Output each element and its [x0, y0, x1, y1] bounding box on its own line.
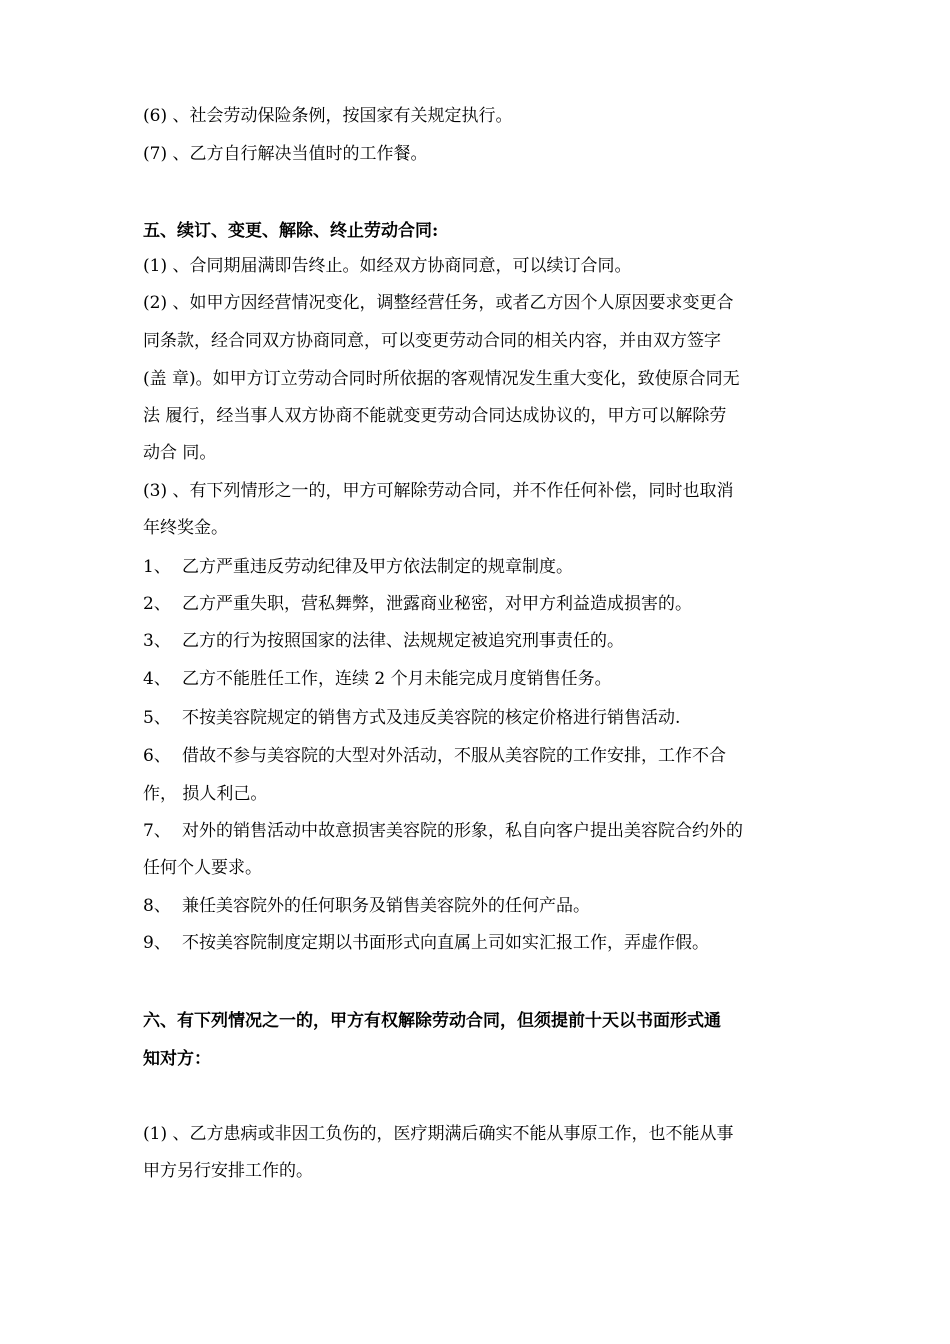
section-5-item-2-line: 法 履行，经当事人双方协商不能就变更劳动合同达成协议的，甲方可以解除劳 [143, 406, 727, 426]
sub-item [143, 896, 590, 916]
sub-item-text: 任何个人要求。 [143, 858, 262, 878]
section-5-item-3-line: (3) 、有下列情形之一的，甲方可解除劳动合同，并不作任何补偿，同时也取消 [143, 481, 734, 501]
section-5-item-1: (1) 、合同期届满即告终止。如经双方协商同意，可以续订合同。 [143, 256, 632, 276]
section-5-item-2-line: 动合 同。 [143, 443, 217, 463]
clause-7-meals: (7) 、乙方自行解决当值时的工作餐。 [143, 144, 428, 164]
sub-item-text: 借故不参与美容院的大型对外活动，不服从美容院的工作安排，工作不合 [182, 746, 726, 766]
sub-item-text: 不按美容院规定的销售方式及违反美容院的核定价格进行销售活动. [182, 708, 681, 728]
sub-item-continuation [143, 784, 267, 804]
sub-item-number: 4、 [143, 669, 171, 689]
sub-item [143, 708, 680, 728]
sub-item-number: 3、 [143, 631, 171, 651]
sub-item-number: 8、 [143, 896, 171, 916]
section-5-item-2-line: (2) 、如甲方因经营情况变化，调整经营任务，或者乙方因个人原因要求变更合 [143, 293, 734, 313]
sub-item [143, 669, 612, 689]
sub-item-number: 5、 [143, 708, 171, 728]
clause-6-social-insurance: (6) 、社会劳动保险条例，按国家有关规定执行。 [143, 106, 513, 126]
sub-item-continuation [143, 858, 262, 878]
sub-item-text: 作， 损人利己。 [143, 784, 268, 804]
sub-item-text: 乙方严重失职，营私舞弊，泄露商业秘密，对甲方利益造成损害的。 [182, 594, 692, 614]
sub-item [143, 631, 624, 651]
section-5-item-2-line: 同条款，经合同双方协商同意，可以变更劳动合同的相关内容，并由双方签字 [143, 331, 721, 351]
section-6-item-1-line: (1) 、乙方患病或非因工负伤的，医疗期满后确实不能从事原工作，也不能从事 [143, 1124, 734, 1144]
section-5-item-3-line: 年终奖金。 [143, 518, 228, 538]
section-6-item-1-line: 甲方另行安排工作的。 [143, 1161, 313, 1181]
sub-item [143, 746, 726, 766]
sub-item-text: 兼任美容院外的任何职务及销售美容院外的任何产品。 [182, 896, 590, 916]
sub-item-text: 乙方的行为按照国家的法律、法规规定被追究刑事责任的。 [182, 631, 624, 651]
sub-item-text: 不按美容院制度定期以书面形式向直属上司如实汇报工作，弄虚作假。 [182, 933, 709, 953]
sub-item [143, 557, 573, 577]
section-5-heading: 五、续订、变更、解除、终止劳动合同: [143, 221, 439, 241]
sub-item [143, 933, 709, 953]
section-5-item-2-line: (盖 章)。如甲方订立劳动合同时所依据的客观情况发生重大变化，致使原合同无 [143, 369, 740, 389]
section-6-heading-line: 知对方： [143, 1049, 211, 1069]
sub-item [143, 594, 692, 614]
sub-item-number: 7、 [143, 821, 171, 841]
sub-item-text: 乙方不能胜任工作，连续 2 个月未能完成月度销售任务。 [182, 669, 612, 689]
sub-item-text: 对外的销售活动中故意损害美容院的形象，私自向客户提出美容院合约外的 [182, 821, 743, 841]
sub-item [143, 821, 743, 841]
sub-item-number: 6、 [143, 746, 171, 766]
sub-item-number: 2、 [143, 594, 171, 614]
section-6-heading-line: 六、有下列情况之一的，甲方有权解除劳动合同，但须提前十天以书面形式通 [143, 1011, 721, 1031]
sub-item-number: 9、 [143, 933, 171, 953]
sub-item-text: 乙方严重违反劳动纪律及甲方依法制定的规章制度。 [182, 557, 573, 577]
sub-item-number: 1、 [143, 557, 171, 577]
